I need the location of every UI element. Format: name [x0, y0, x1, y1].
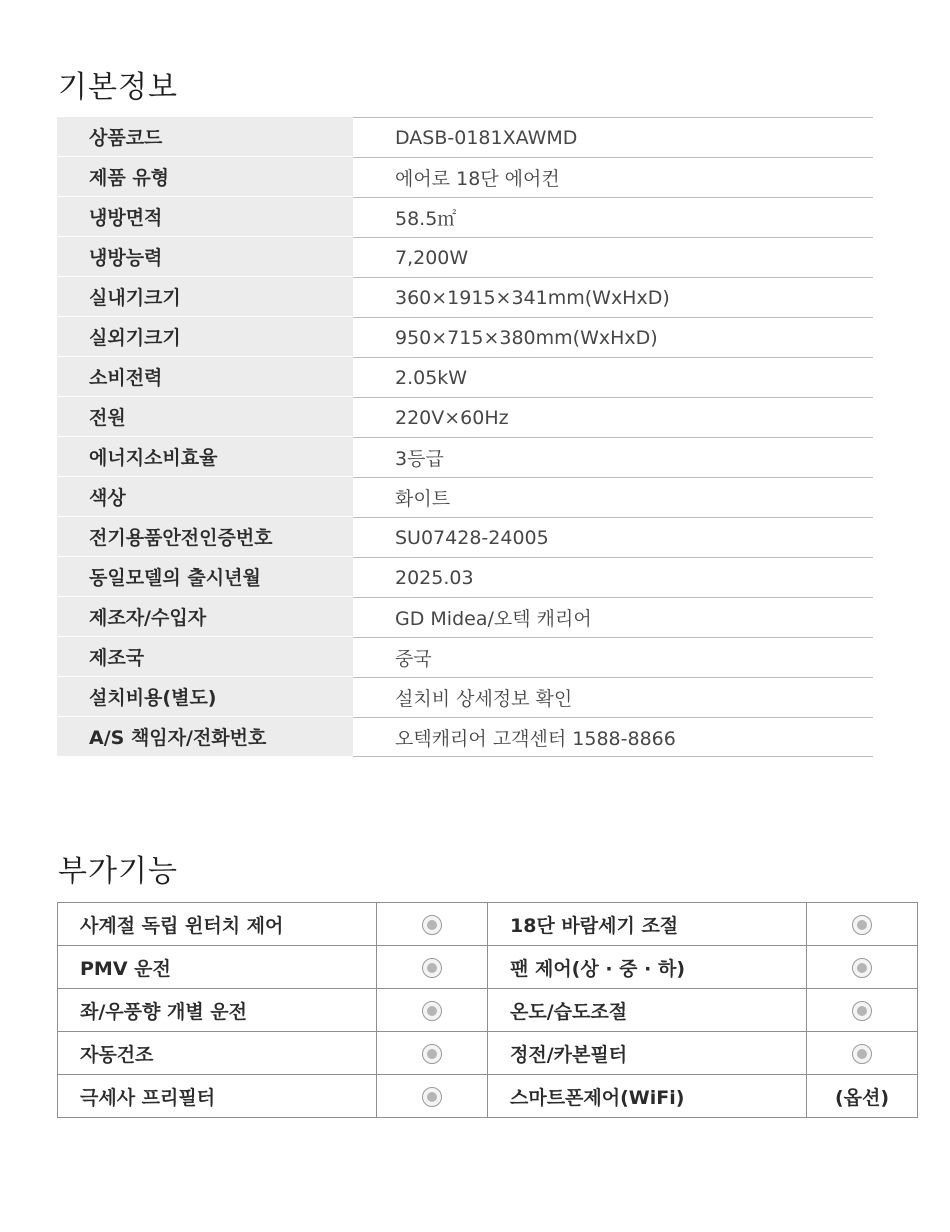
spec-value: 3등급 — [353, 437, 873, 477]
spec-value: 에어로 18단 에어컨 — [353, 157, 873, 197]
spec-row — [57, 237, 873, 277]
table-row — [58, 1075, 918, 1118]
spec-row — [57, 397, 873, 437]
spec-row — [57, 557, 873, 597]
feature-name: 자동건조 — [58, 1032, 377, 1075]
spec-row — [57, 597, 873, 637]
spec-label: 실외기크기 — [57, 317, 353, 357]
spec-row — [57, 437, 873, 477]
spec-label: 제품 유형 — [57, 157, 353, 197]
table-row — [58, 989, 918, 1032]
feature-mark — [377, 989, 488, 1032]
spec-row — [57, 317, 873, 357]
feature-mark — [807, 903, 918, 946]
spec-value: 화이트 — [353, 477, 873, 517]
spec-row — [57, 117, 873, 157]
feature-mark — [807, 989, 918, 1032]
spec-label: 전기용품안전인증번호 — [57, 517, 353, 557]
table-row — [58, 946, 918, 989]
feature-name: 스마트폰제어(WiFi) — [488, 1075, 807, 1118]
spec-value: 오텍캐리어 고객센터 1588-8866 — [353, 717, 873, 757]
spec-label: 제조국 — [57, 637, 353, 677]
spec-label: 실내기크기 — [57, 277, 353, 317]
spec-label: 냉방능력 — [57, 237, 353, 277]
option-label: (옵션) — [834, 1086, 890, 1109]
spec-value: 2025.03 — [353, 557, 873, 597]
feature-mark — [807, 1032, 918, 1075]
table-row — [58, 1032, 918, 1075]
spec-value: 중국 — [353, 637, 873, 677]
feature-name: 사계절 독립 윈터치 제어 — [58, 903, 377, 946]
bullet-icon — [422, 958, 442, 978]
bullet-icon — [852, 1001, 872, 1021]
spec-value: 2.05kW — [353, 357, 873, 397]
table-row — [58, 903, 918, 946]
spec-row — [57, 157, 873, 197]
spec-label: 상품코드 — [57, 117, 353, 157]
feature-name: 18단 바람세기 조절 — [488, 903, 807, 946]
spec-label: 동일모델의 출시년월 — [57, 557, 353, 597]
bullet-icon — [422, 915, 442, 935]
feature-name: 온도/습도조절 — [488, 989, 807, 1032]
bullet-icon — [852, 915, 872, 935]
bullet-icon — [422, 1044, 442, 1064]
bullet-icon — [852, 1044, 872, 1064]
spec-value: 360×1915×341mm(WxHxD) — [353, 277, 873, 317]
feature-mark — [377, 946, 488, 989]
feature-name: 극세사 프리필터 — [58, 1075, 377, 1118]
bullet-icon — [422, 1001, 442, 1021]
spec-row — [57, 277, 873, 317]
basic-info-title: 기본정보 — [58, 70, 178, 105]
spec-row — [57, 197, 873, 237]
spec-value: DASB-0181XAWMD — [353, 117, 873, 157]
spec-row — [57, 717, 873, 757]
spec-label: A/S 책임자/전화번호 — [57, 717, 353, 757]
spec-row — [57, 677, 873, 717]
feature-mark — [377, 903, 488, 946]
spec-value: 58.5㎡ — [353, 197, 873, 237]
spec-label: 냉방면적 — [57, 197, 353, 237]
features-table — [57, 902, 918, 1118]
bullet-icon — [852, 958, 872, 978]
spec-label: 전원 — [57, 397, 353, 437]
spec-label: 색상 — [57, 477, 353, 517]
spec-value: 220V×60Hz — [353, 397, 873, 437]
feature-name: PMV 운전 — [58, 946, 377, 989]
spec-label: 에너지소비효율 — [57, 437, 353, 477]
spec-label: 설치비용(별도) — [57, 677, 353, 717]
extra-features-title: 부가기능 — [58, 854, 178, 889]
feature-name: 좌/우풍향 개별 운전 — [58, 989, 377, 1032]
spec-value: 7,200W — [353, 237, 873, 277]
bullet-icon — [422, 1087, 442, 1107]
spec-value: 950×715×380mm(WxHxD) — [353, 317, 873, 357]
feature-name: 정전/카본필터 — [488, 1032, 807, 1075]
spec-value: 설치비 상세정보 확인 — [353, 677, 873, 717]
spec-row — [57, 637, 873, 677]
spec-row — [57, 357, 873, 397]
feature-mark — [377, 1075, 488, 1118]
feature-name: 팬 제어(상 · 중 · 하) — [488, 946, 807, 989]
spec-label: 소비전력 — [57, 357, 353, 397]
spec-row — [57, 477, 873, 517]
feature-mark — [807, 946, 918, 989]
spec-label: 제조자/수입자 — [57, 597, 353, 637]
spec-row — [57, 517, 873, 557]
spec-value: SU07428-24005 — [353, 517, 873, 557]
spec-table — [57, 117, 873, 757]
feature-mark — [807, 1075, 918, 1118]
spec-value: GD Midea/오텍 캐리어 — [353, 597, 873, 637]
feature-mark — [377, 1032, 488, 1075]
